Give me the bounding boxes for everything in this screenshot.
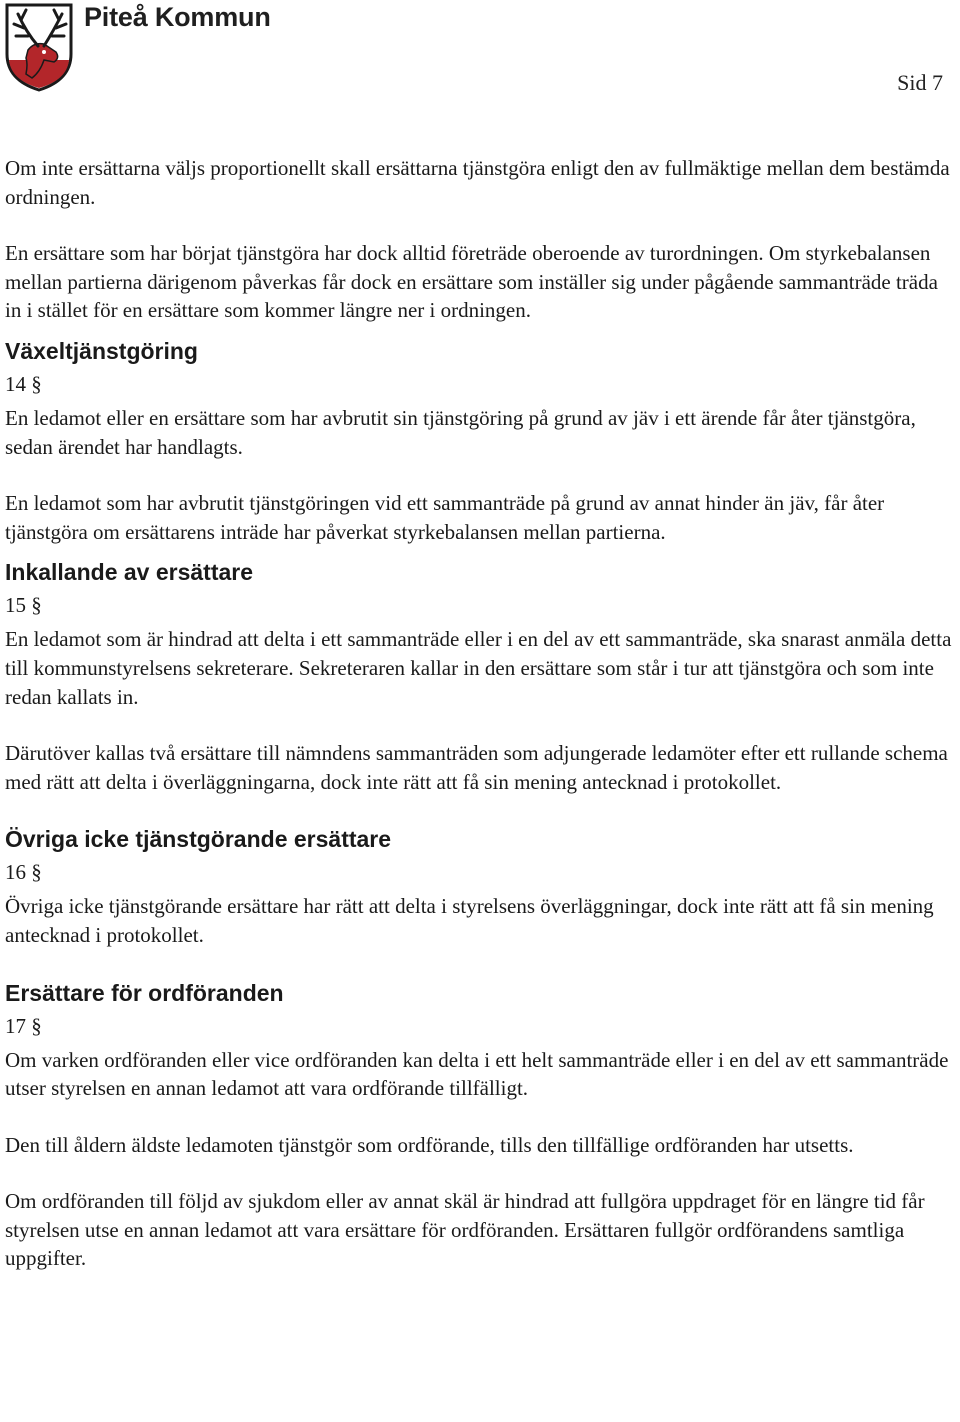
body-paragraph: Därutöver kallas två ersättare till nämndens sammanträden som adjungerade ledamöter efter ett rullande schema med rätt att delta i överläggningarna, dock inte rätt att få sin mening antecknad i protokollet. [5,741,948,794]
body-paragraph: Om ordföranden till följd av sjukdom eller av annat skäl är hindrad att fullgöra uppdraget för en längre tid får styrelsen utse en annan ledamot att vara ersättare för ordföranden. Ersättaren fullgör ordförandens samtliga uppgifter. [5,1189,925,1271]
body-paragraph: Övriga icke tjänstgörande ersättare har rätt att delta i styrelsens överläggningar, dock inte rätt att få sin mening antecknad i protokollet. [5,894,934,947]
section-number: 15 § [5,593,42,618]
body-paragraph: Om varken ordföranden eller vice ordföranden kan delta i ett helt sammanträde eller i en del av ett sammanträde utser styrelsen en annan ledamot att vara ordförande tillfälligt. [5,1047,949,1101]
document-body [5,154,957,1301]
section-heading: Ersättare för ordföranden [5,979,284,1006]
section-number: 16 § [5,860,42,885]
section-number: 14 § [5,371,42,396]
body-paragraph: En ledamot som är hindrad att delta i ett sammanträde eller i en del av ett sammanträde, ska snarast anmäla detta till kommunstyrelsens sekreterare. Sekreteraren kallar in den ersättare som står i tur att tjänstgöra och som inte redan kallats in. [5,627,952,709]
page-header [0,0,960,100]
section-heading: Inkallande av ersättare [5,559,254,586]
body-paragraph: En ersättare som har börjat tjänstgöra har dock alltid företräde oberoende av turordningen. Om styrkebalansen mellan partierna därigenom påverkas får dock en ersättare som inställer sig under pågående sammanträde träda in i stället för en ersättare som kommer längre ner i ordningen. [5,241,938,323]
body-paragraph: Den till åldern äldste ledamoten tjänstgör som ordförande, tills den tillfällige ordföranden har utsetts. [5,1132,854,1157]
body-paragraph: En ledamot eller en ersättare som har avbrutit sin tjänstgöring på grund av jäv i ett ärende får åter tjänstgöra, sedan ärendet har handlagts. [5,405,916,459]
section-heading: Övriga icke tjänstgörande ersättare [5,826,392,853]
section-heading: Växeltjänstgöring [5,337,198,364]
body-paragraph: Om inte ersättarna väljs proportionellt skall ersättarna tjänstgöra enligt den av fullmäktige mellan dem bestämda ordningen. [5,156,950,209]
section-number: 17 § [5,1013,42,1038]
page-number: Sid 7 [897,70,943,95]
reindeer-shield-icon [4,2,74,92]
org-name: Piteå Kommun [84,2,271,32]
body-paragraph: En ledamot som har avbrutit tjänstgöringen vid ett sammanträde på grund av annat hinder än jäv, får åter tjänstgöra om ersättarens inträde har påverkat styrkebalansen mellan partierna. [5,491,885,544]
